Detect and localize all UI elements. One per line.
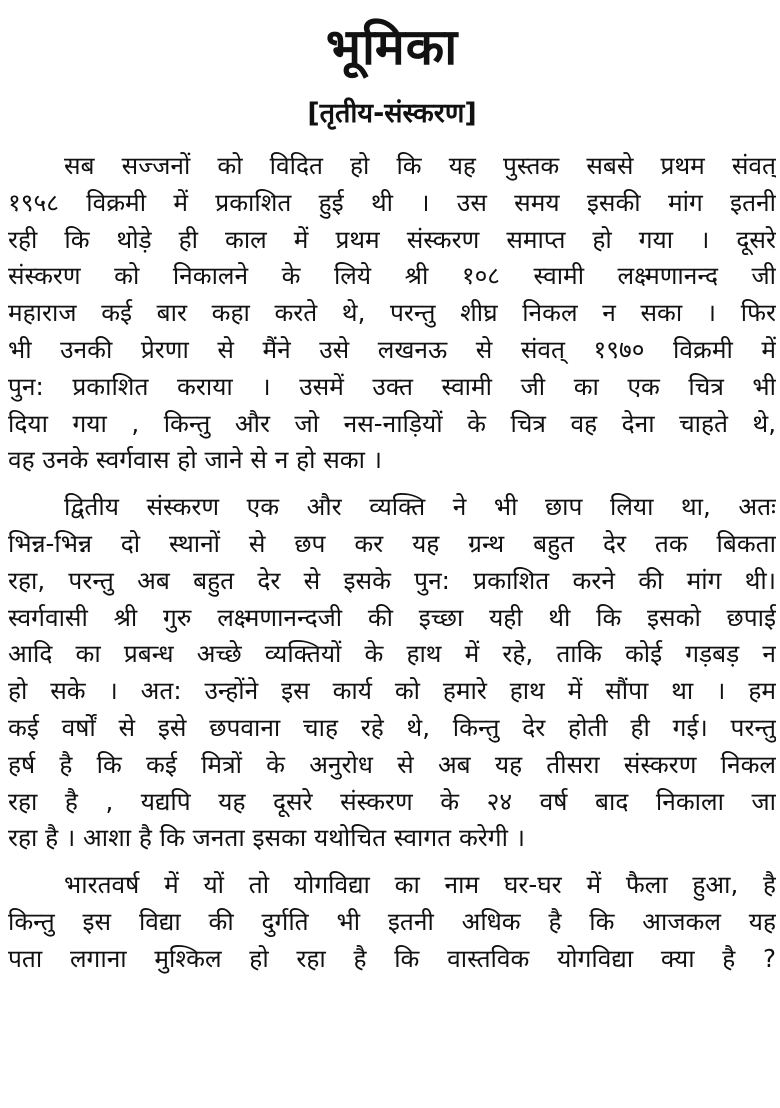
paragraph-1 — [8, 148, 776, 479]
text-line: किन्तु इस विद्या की दुर्गति भी इतनी अधिक है कि आजकल यह — [8, 906, 776, 936]
text-line: रही कि थोड़े ही काल में प्रथम संस्करण समाप्त हो गया । दूसरे — [8, 224, 776, 254]
text-line: महाराज कई बार कहा करते थे, परन्तु शीघ्र निकल न सका । फिर — [8, 298, 776, 328]
text-line: पता लगाना मुश्किल हो रहा है कि वास्तविक योगविद्या क्या है ? — [8, 943, 776, 973]
text-line: कई वर्षों से इसे छपवाना चाह रहे थे, किन्तु देर होती ही गई। परन्तु — [8, 712, 776, 742]
text-line: आदि का प्रबन्ध अच्छे व्यक्तियों के हाथ में रहे, ताकि कोई गड़बड़ न — [8, 639, 776, 669]
text-line: रहा, परन्तु अब बहुत देर से इसके पुन: प्रकाशित करने की मांग थी। — [8, 565, 776, 595]
text-line: रहा है , यद्यपि यह दूसरे संस्करण के २४ वर्ष बाद निकाला जा — [8, 786, 776, 816]
text-line: भारतवर्ष में यों तो योगविद्या का नाम घर-घर में फैला हुआ, है — [64, 870, 776, 900]
paragraph-2 — [8, 489, 776, 857]
text-line: वह उनके स्वर्गवास हो जाने से न हो सका । — [8, 445, 383, 475]
page-subtitle: [तृतीय-संस्करण] — [307, 98, 477, 129]
text-line: द्वितीय संस्करण एक और व्यक्ति ने भी छाप लिया था, अतः — [64, 492, 776, 522]
text-line: १९५८ विक्रमी में प्रकाशित हुई थी । उस समय इसकी मांग इतनी — [8, 187, 776, 217]
text-line: हो सके । अत: उन्होंने इस कार्य को हमारे हाथ में सौंपा था । हम — [8, 676, 776, 706]
text-line: भी उनकी प्रेरणा से मैंने उसे लखनऊ से संवत् १९७० विक्रमी में — [8, 334, 776, 364]
text-line: सब सज्जनों को विदित हो कि यह पुस्तक सबसे प्रथम संवत् — [64, 151, 776, 180]
text-line: स्वर्गवासी श्री गुरु लक्ष्मणानन्दजी की इच्छा यही थी कि इसको छपाई — [8, 602, 776, 632]
page-title: भूमिका — [325, 18, 459, 76]
text-line: दिया गया , किन्तु और जो नस-नाड़ियों के चित्र वह देना चाहते थे, — [8, 408, 776, 438]
paragraph-3 — [8, 867, 776, 977]
text-line: संस्करण को निकालने के लिये श्री १०८ स्वामी लक्ष्मणानन्द जी — [8, 261, 776, 291]
text-line: पुन: प्रकाशित कराया । उसमें उक्त स्वामी जी का एक चित्र भी — [8, 371, 776, 401]
text-line: हर्ष है कि कई मित्रों के अनुरोध से अब यह तीसरा संस्करण निकल — [8, 749, 776, 779]
text-line: रहा है । आशा है कि जनता इसका यथोचित स्वागत करेगी । — [8, 823, 525, 853]
text-line: भिन्न-भिन्न दो स्थानों से छप कर यह ग्रन्थ बहुत देर तक बिकता — [8, 528, 776, 558]
